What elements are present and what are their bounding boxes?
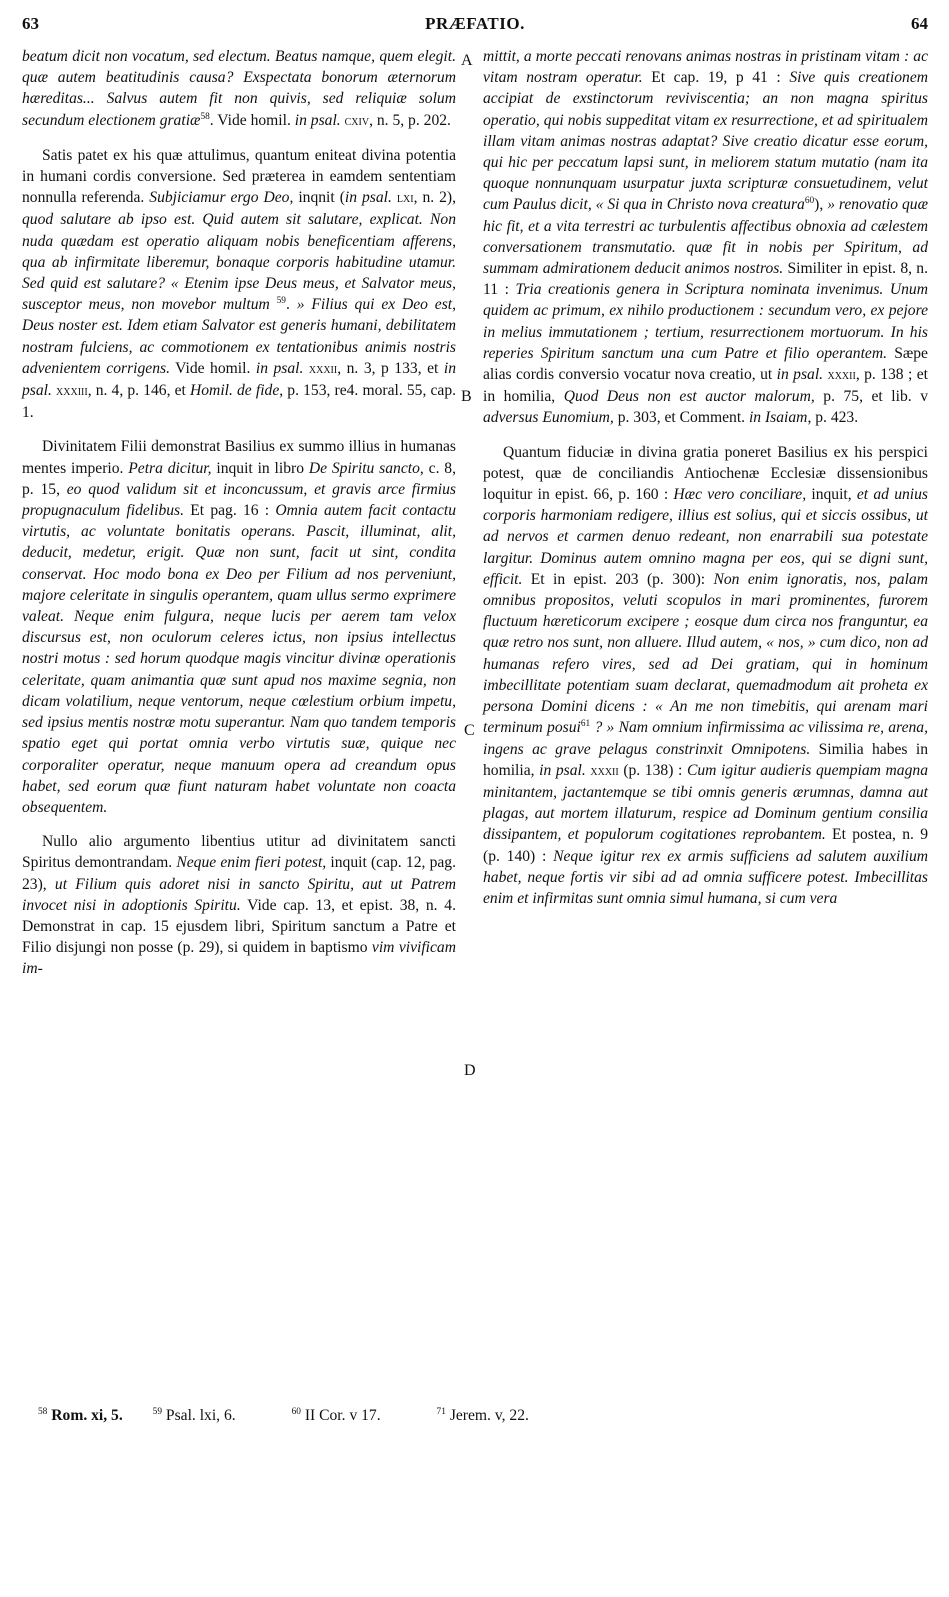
margin-marker-b: B bbox=[461, 388, 472, 405]
page-number-right: 64 bbox=[911, 14, 928, 33]
left-column bbox=[22, 46, 456, 980]
footnote: $^{71}$ Jerem. v, 22. bbox=[436, 1406, 529, 1424]
paragraph: Divinitatem Filii demonstrat Basilius ex summo illius in humanas mentes imperio. Petra dicitur, inquit in libro De Spiritu sancto, c. 8, p. 15, eo quod validum sit et inconcussum, et gravis arce firmius propugnaculum fidelibus. Et pag. 16 : Omnia autem facit contactu virtutis, ac voluntate bonitatis operans. Pascit, illuminat, alit, deducit, medetur, erigit. Quæ non sunt, facit ut sint, condita conservat. Hoc modo bona ex Deo per Filium ad nos perveniunt, majore celeritate in singulis operantem, quam ullus sermo exprimere valeat. Neque enim fulgura, neque lucis per aerem tam velox discursus est, non oculorum celeres ictus, non ipsius intellectus nostri motus : sed horum quodque magis vincitur divinæ operationis celeritate, quam animantia quæ sunt apud nos maxime segnia, non dicam volatilium, neque ventorum, neque cœlestium orbium impetu, sed ipsius mentis nostræ motu superantur. Nam quo tandem temporis spatio eget qui portat omnia verbo virtutis suæ, quique nec corporaliter operatur, neque manuum opera ad creandum opus habet, sed eorum quæ fiunt naturam habet voluntate non coacta obsequentem. bbox=[22, 438, 457, 816]
page-header bbox=[22, 14, 928, 38]
running-title: PRÆFATIO. bbox=[425, 14, 525, 33]
margin-marker-c: C bbox=[464, 722, 475, 739]
paragraph: mittit, a morte peccati renovans animas nostras in pristinam vitam : ac vitam nostram operatur. Et cap. 19, p 41 : Sive quis creationem accipiat de exstinctorum reviviscentia; an non magna spiritus operatio, qui nobis suppeditat vitam ex resurrectione, et ad spiritualem illam vitam animas nostras adaptat? Sive creatio dicatur esse eorum, qui hic per peccatum lapsi sunt, in meliorem statum mutatio (nam ita quoque nonnunquam usurpatur juxta scripturæ consuetudinem, velut cum Paulus dicit, « Si qua in Christo nova creatura$^{60}$), » renovatio quæ hic fit, et a vita terrestri ac turbulentis affectibus obnoxia ad cælestem conversationem transmutatio. quæ fit in nobis per Spiritum, ad summam admirationem deducit animos nostros. Similiter in epist. 8, n. 11 : Tria creationis genera in Scriptura nominata invenimus. Unum quidem ac primum, ex nihilo productionem : secundum vero, ex pejore in melius immutationem ; tertium, resurrectionem mortuorum. In his reperies Spiritum sanctum una cum Patre et filio operantem. Sæpe alias cordis conversio vocatur nova creatio, ut in psal. xxxii, p. 138 ; et in homilia, Quod Deus non est auctor malorum, p. 75, et lib. v adversus Eunomium, p. 303, et Comment. in Isaiam, p. 423. bbox=[483, 48, 928, 427]
footnote: $^{60}$ II Cor. v 17. bbox=[291, 1406, 381, 1424]
footnote: $^{59}$ Psal. lxi, 6. bbox=[152, 1406, 236, 1424]
paragraph: beatum dicit non vocatum, sed electum. Beatus namque, quem elegit. quæ autem beatitudinis causa? Exspectata bonorum æternorum hæreditas... Salvus autem fit non quivis, sed reliquiæ solum secundum electionem gratiæ$^{58}$. Vide homil. in psal. cxiv, n. 5, p. 202. bbox=[22, 48, 456, 129]
paragraph: Nullo alio argumento libentius utitur ad divinitatem sancti Spiritus demontrandam. Neque enim fieri potest, inquit (cap. 12, pag. 23), ut Filium quis adoret nisi in sancto Spiritu, aut ut Patrem invocet nisi in adoptionis Spiritu. Vide cap. 13, et epist. 38, n. 4. Demonstrat in cap. 15 ejusdem libri, Spiritum sanctum a Patre et Filio disjungi non posse (p. 29), si quidem in baptismo vim vivificam im- bbox=[22, 833, 456, 978]
paragraph: Satis patet ex his quæ attulimus, quantum eniteat divina potentia in humani cordis conversione. Sed præterea in eamdem sententiam nonnulla referenda. Subjiciamur ergo Deo, inqnit (in psal. lxi, n. 2), quod salutare ab ipso est. Quid autem sit salutare, explicat. Non nuda quædam est operatio aliquam nobis beneficentiam afferens, qua ab infirmitate liberemur, bonaque corporis habitudine utamur. Sed quid est salutare? « Etenim ipse Deus meus, et Salvator meus, susceptor meus, non movebor multum $^{59}$. » Filius qui ex Deo est, Deus noster est. Idem etiam Salvator est generis humani, debilitatem nostram fulciens, ac commotionem ex tentationibus animis nostris advenientem corrigens. Vide homil. in psal. xxxii, n. 3, p 133, et in psal. xxxiii, n. 4, p. 146, et Homil. de fide, p. 153, re4. moral. 55, cap. 1. bbox=[22, 146, 457, 422]
footnote: $^{58}$ Rom. xi, 5. bbox=[38, 1406, 123, 1424]
right-column bbox=[483, 46, 928, 909]
footnotes bbox=[38, 1407, 918, 1425]
paragraph: Quantum fiduciæ in divina gratia poneret Basilius ex his perspici potest, quæ de conciliandis Antiochenæ Ecclesiæ dissensionibus loquitur in epist. 66, p. 160 : Hæc vero conciliare, inquit, et ad unius corporis harmoniam redigere, illius est solius, qui et siccis ossibus, ut ad nervos et carmen denuo redeant, non enarrabili sua potestate largitur. Dominus autem omnino magna per eos, qui se digni sunt, efficit. Et in epist. 203 (p. 300): Non enim ignoratis, nos, palam omnibus propositos, veluti scopulos in mari prominentes, furorem fluctuum hæreticorum excipere ; eosque dum circa nos franguntur, ea quæ retro nos sunt, non alluere. Illud autem, « nos, » cum dico, non ad humanas refero vires, sed ad Dei gratiam, qui in hominum imbecillitate potentiam suam declarat, quemadmodum ait proheta ex persona Domini dicens : « An me non timebitis, qui arenam mari terminum posui$^{61}$ ? » Nam omnium infirmissima ac vilissima re, arena, ingens ac grave pelagus constrinxit Omnipotens. Similia habes in homilia, in psal. xxxii (p. 138) : Cum igitur audieris quempiam magna minitantem, jactantemque se tibi omnis generis ærumnas, damna aut plagas, aut mortem illaturum, respice ad Dominum gentium consilia dissipantem, et populorum cogitationes reprobantem. Et postea, n. 9 (p. 140) : Neque igitur rex ex armis sufficiens ad salutem auxilium habet, neque fortis vir sibi ad ad omnia sufficere potest. Imbecillitas enim et infirmitas sunt omnia simul humana, si cum vera bbox=[483, 443, 929, 907]
margin-marker-a: A bbox=[461, 52, 473, 69]
page-number-left: 63 bbox=[22, 14, 39, 33]
margin-marker-d: D bbox=[464, 1062, 476, 1079]
